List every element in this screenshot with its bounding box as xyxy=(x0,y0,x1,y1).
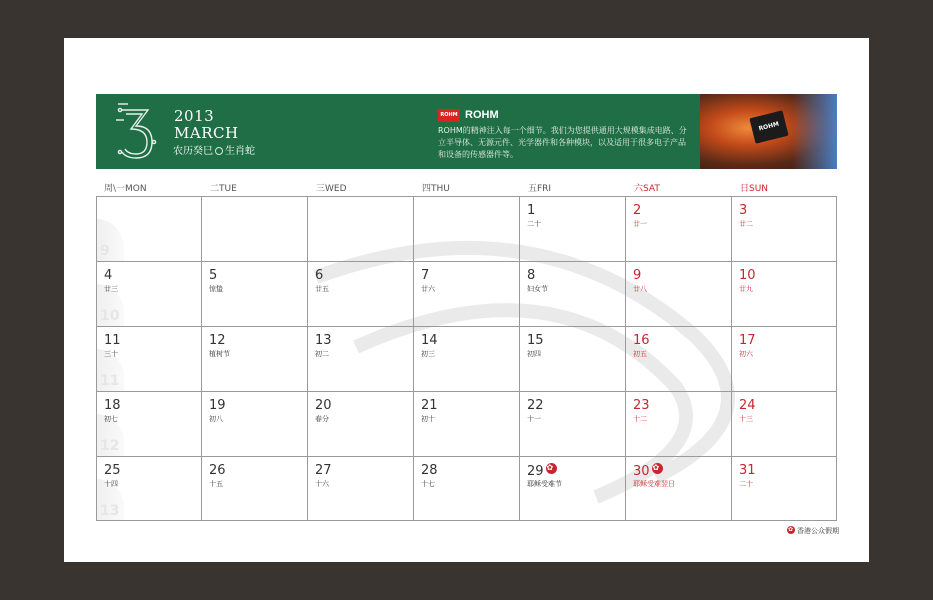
chip-image: ROHM xyxy=(749,110,788,143)
weekday-sat: 六SAT xyxy=(634,184,660,194)
day-number: 21 xyxy=(421,398,438,413)
day-label: 初二 xyxy=(315,350,329,358)
day-cell[interactable] xyxy=(201,327,306,391)
weekday-thu: 四THU xyxy=(422,184,450,194)
weekday-wed: 三WED xyxy=(316,184,347,194)
lunar-prefix: 农历癸巳 xyxy=(173,146,213,157)
day-cell[interactable] xyxy=(519,262,624,326)
day-cell[interactable] xyxy=(96,262,201,326)
day-cell[interactable] xyxy=(413,262,518,326)
day-label: 十四 xyxy=(104,480,118,488)
calendar-page xyxy=(64,38,869,562)
day-label: 廿六 xyxy=(421,285,435,293)
weekday-fri: 五FRI xyxy=(528,184,552,194)
weekday-header xyxy=(96,181,837,195)
day-number: 18 xyxy=(104,398,121,413)
weekday-tue: 二TUE xyxy=(210,184,237,194)
day-label: 初五 xyxy=(633,350,647,358)
day-label: 十三 xyxy=(739,415,753,423)
day-label: 妇女节 xyxy=(527,285,548,293)
day-cell[interactable] xyxy=(307,327,412,391)
day-label: 二十 xyxy=(739,480,753,488)
zodiac-label: 生肖蛇 xyxy=(225,146,255,157)
day-cell[interactable] xyxy=(201,457,306,521)
week-number: 9 xyxy=(100,243,110,259)
day-cell[interactable] xyxy=(307,457,412,521)
day-cell[interactable] xyxy=(96,457,201,521)
day-cell[interactable] xyxy=(731,197,836,261)
separator-circle-icon xyxy=(215,147,223,155)
hk-holiday-icon xyxy=(652,463,663,474)
day-number: 19 xyxy=(209,398,226,413)
day-number-text: 29 xyxy=(527,464,544,479)
day-number: 11 xyxy=(104,333,121,348)
day-label: 十五 xyxy=(209,480,223,488)
day-label: 春分 xyxy=(315,415,329,423)
day-number: 16 xyxy=(633,333,650,348)
day-number: 23 xyxy=(633,398,650,413)
day-number: 2 xyxy=(633,203,642,218)
day-cell[interactable] xyxy=(96,392,201,456)
day-number-text: 30 xyxy=(633,464,650,479)
day-label: 廿八 xyxy=(633,285,647,293)
day-number: 6 xyxy=(315,268,324,283)
day-label: 廿一 xyxy=(633,220,647,228)
day-number: 31 xyxy=(739,463,756,478)
day-number: 5 xyxy=(209,268,218,283)
day-label: 廿九 xyxy=(739,285,753,293)
day-label: 十六 xyxy=(315,480,329,488)
day-cell[interactable] xyxy=(519,197,624,261)
day-number: 22 xyxy=(527,398,544,413)
day-cell[interactable] xyxy=(307,392,412,456)
day-number: 7 xyxy=(421,268,430,283)
photo-glow xyxy=(792,94,837,169)
day-number: 13 xyxy=(315,333,332,348)
day-number: 9 xyxy=(633,268,642,283)
day-number: 24 xyxy=(739,398,756,413)
day-number xyxy=(527,463,557,479)
sponsor-name: ROHM xyxy=(465,109,499,121)
day-cell[interactable] xyxy=(201,262,306,326)
day-number: 14 xyxy=(421,333,438,348)
week-number: 10 xyxy=(100,308,120,324)
hk-holiday-icon xyxy=(546,463,557,474)
day-number: 26 xyxy=(209,463,226,478)
lunar-year xyxy=(173,142,255,157)
day-cell[interactable] xyxy=(625,327,730,391)
day-label: 十二 xyxy=(633,415,647,423)
day-label: 初七 xyxy=(104,415,118,423)
day-cell[interactable] xyxy=(519,392,624,456)
week-number: 13 xyxy=(100,503,120,519)
day-number: 3 xyxy=(739,203,748,218)
day-cell[interactable] xyxy=(731,262,836,326)
week-number: 12 xyxy=(100,438,120,454)
day-number: 4 xyxy=(104,268,113,283)
month-number-graphic xyxy=(64,45,162,166)
day-number: 12 xyxy=(209,333,226,348)
day-cell[interactable] xyxy=(413,457,518,521)
day-label: 廿二 xyxy=(739,220,753,228)
sponsor-description: ROHM的精神注入每一个细节。我们为您提供通用大规模集成电路、分立半导体、无源元件、光学器件和各种模块，以及适用于很多电子产品和设备的传感器件等。 xyxy=(438,126,687,159)
day-cell[interactable] xyxy=(731,457,836,521)
day-number: 1 xyxy=(527,203,536,218)
day-cell[interactable] xyxy=(625,197,730,261)
holiday-legend-text: 香港公众假期 xyxy=(797,527,839,535)
day-cell[interactable] xyxy=(625,392,730,456)
day-number: 17 xyxy=(739,333,756,348)
rohm-logo: ROHM xyxy=(438,109,460,122)
day-number: 15 xyxy=(527,333,544,348)
day-label: 二十 xyxy=(527,220,541,228)
day-label: 十一 xyxy=(527,415,541,423)
day-label: 植树节 xyxy=(209,350,230,358)
day-cell[interactable] xyxy=(413,392,518,456)
weekday-sun: 日SUN xyxy=(740,184,769,194)
day-label: 廿五 xyxy=(315,285,329,293)
product-photo xyxy=(700,94,837,169)
day-label: 初十 xyxy=(421,415,435,423)
day-label: 初三 xyxy=(421,350,435,358)
day-label: 廿三 xyxy=(104,285,118,293)
calendar-grid xyxy=(96,196,837,521)
day-cell[interactable] xyxy=(625,262,730,326)
day-cell[interactable] xyxy=(519,327,624,391)
day-cell[interactable] xyxy=(413,327,518,391)
day-label: 耶稣受难翌日 xyxy=(633,480,675,488)
day-cell[interactable] xyxy=(625,457,730,521)
day-number: 20 xyxy=(315,398,332,413)
day-label: 耶稣受难节 xyxy=(527,480,562,488)
weekday-mon: 周\一MON xyxy=(104,184,147,194)
day-cell[interactable] xyxy=(519,457,624,521)
year-label: 2013 xyxy=(174,107,215,125)
day-number xyxy=(633,463,663,479)
day-cell[interactable] xyxy=(731,392,836,456)
month-digit: 3 xyxy=(64,45,66,47)
month-banner xyxy=(64,45,837,169)
day-number: 27 xyxy=(315,463,332,478)
day-cell[interactable] xyxy=(96,327,201,391)
day-number: 28 xyxy=(421,463,438,478)
hk-holiday-icon xyxy=(787,526,795,534)
day-label: 初八 xyxy=(209,415,223,423)
day-label: 初六 xyxy=(739,350,753,358)
week-number: 11 xyxy=(100,373,120,389)
day-number: 8 xyxy=(527,268,536,283)
day-label: 三十 xyxy=(104,350,118,358)
day-number: 25 xyxy=(104,463,121,478)
day-number: 10 xyxy=(739,268,756,283)
day-label: 惊蛰 xyxy=(209,285,223,293)
grid-line xyxy=(836,197,837,521)
month-label: MARCH xyxy=(174,124,239,142)
holiday-legend xyxy=(787,526,839,536)
day-cell[interactable] xyxy=(307,262,412,326)
day-label: 初四 xyxy=(527,350,541,358)
day-cell[interactable] xyxy=(731,327,836,391)
day-cell[interactable] xyxy=(201,392,306,456)
day-label: 十七 xyxy=(421,480,435,488)
